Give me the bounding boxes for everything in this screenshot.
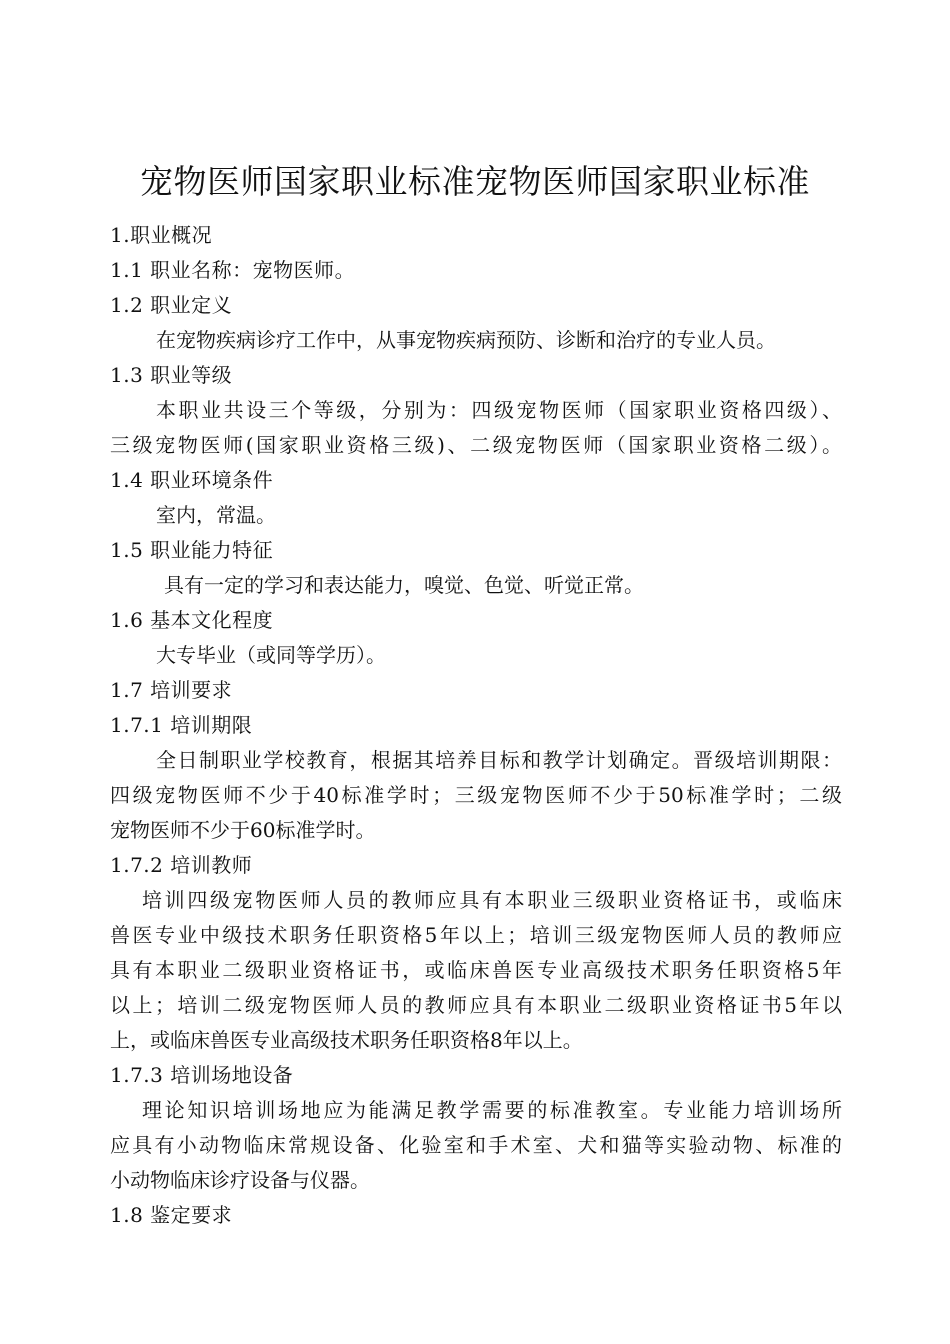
paragraph-line: 具有本职业二级职业资格证书，或临床兽医专业高级技术职务任职资格5年 [110, 958, 842, 982]
paragraph-line: 小动物临床诊疗设备与仪器。 [110, 1168, 370, 1192]
section-heading: 1.7.1 培训期限 [110, 713, 253, 737]
section-heading: 1.职业概况 [110, 223, 213, 247]
paragraph-line: 三级宠物医师(国家职业资格三级)、二级宠物医师（国家职业资格二级）。 [110, 433, 842, 457]
paragraph-line: 应具有小动物临床常规设备、化验室和手术室、犬和猫等实验动物、标准的 [110, 1133, 842, 1157]
paragraph-line: 四级宠物医师不少于40标准学时；三级宠物医师不少于50标准学时；二级 [110, 783, 842, 807]
section-heading: 1.1 职业名称：宠物医师。 [110, 258, 356, 282]
paragraph-line: 理论知识培训场地应为能满足教学需要的标准教室。专业能力培训场所 [142, 1098, 842, 1122]
paragraph-line: 具有一定的学习和表达能力，嗅觉、色觉、听觉正常。 [164, 573, 644, 597]
paragraph-line: 全日制职业学校教育，根据其培养目标和教学计划确定。晋级培训期限： [156, 748, 842, 772]
paragraph-line: 室内，常温。 [156, 503, 276, 527]
section-heading: 1.6 基本文化程度 [110, 608, 274, 632]
section-heading: 1.2 职业定义 [110, 293, 233, 317]
section-heading: 1.8 鉴定要求 [110, 1203, 233, 1227]
paragraph-line: 宠物医师不少于60标准学时。 [110, 818, 376, 842]
document-title: 宠物医师国家职业标准宠物医师国家职业标准 [140, 162, 810, 201]
section-heading: 1.7.2 培训教师 [110, 853, 253, 877]
section-heading: 1.5 职业能力特征 [110, 538, 274, 562]
section-heading: 1.7 培训要求 [110, 678, 233, 702]
document-body [110, 218, 842, 1233]
paragraph-line: 培训四级宠物医师人员的教师应具有本职业三级职业资格证书，或临床 [142, 888, 842, 912]
section-heading: 1.3 职业等级 [110, 363, 233, 387]
paragraph-line: 本职业共设三个等级，分别为：四级宠物医师（国家职业资格四级）、 [156, 398, 842, 422]
paragraph-line: 以上；培训二级宠物医师人员的教师应具有本职业二级职业资格证书5年以 [110, 993, 842, 1017]
paragraph-line: 大专毕业（或同等学历）。 [156, 643, 386, 667]
paragraph-line: 兽医专业中级技术职务任职资格5年以上；培训三级宠物医师人员的教师应 [110, 923, 842, 947]
section-heading: 1.7.3 培训场地设备 [110, 1063, 294, 1087]
section-heading: 1.4 职业环境条件 [110, 468, 274, 492]
paragraph-line: 在宠物疾病诊疗工作中，从事宠物疾病预防、诊断和治疗的专业人员。 [156, 328, 776, 352]
paragraph-line: 上，或临床兽医专业高级技术职务任职资格8年以上。 [110, 1028, 583, 1052]
